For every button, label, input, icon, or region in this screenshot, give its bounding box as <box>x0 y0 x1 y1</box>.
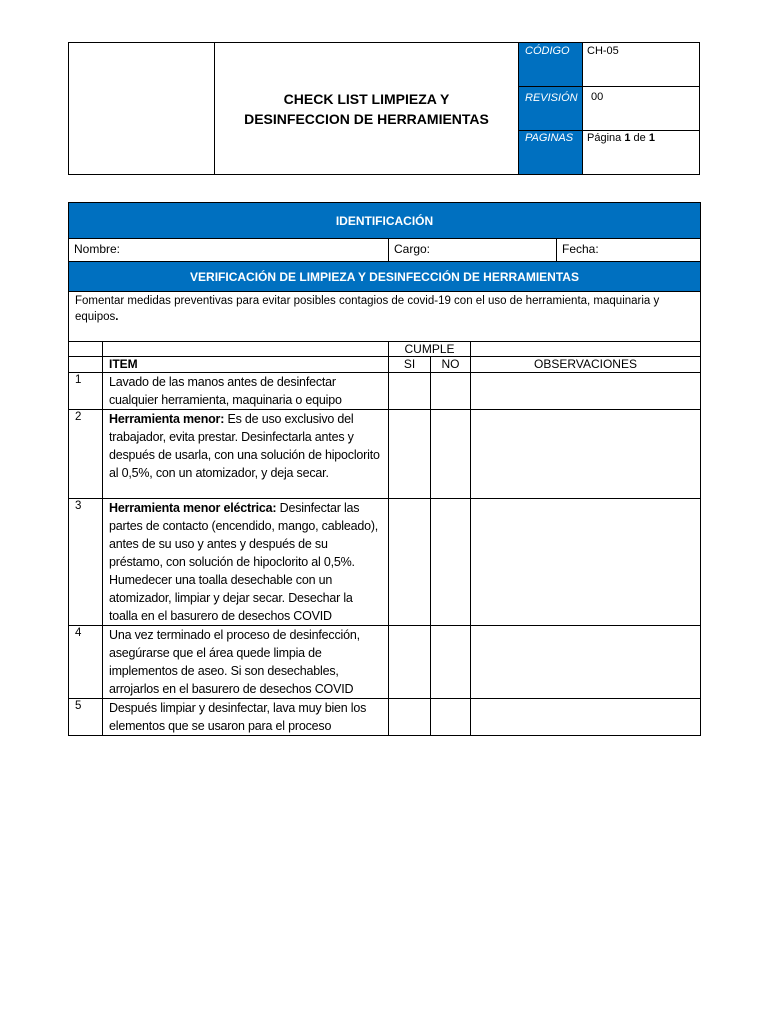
blank-obs-header <box>471 342 701 357</box>
blank-num-header <box>69 342 103 357</box>
verificacion-header: VERIFICACIÓN DE LIMPIEZA Y DESINFECCIÓN DE HERRAMIENTAS <box>69 262 701 292</box>
cargo-field[interactable]: Cargo: <box>389 239 557 262</box>
identificacion-header: IDENTIFICACIÓN <box>69 203 701 239</box>
revision-value: 00 <box>591 91 604 103</box>
nombre-field[interactable]: Nombre: <box>69 239 389 262</box>
table-row <box>69 499 701 626</box>
description-text: Fomentar medidas preventivas para evitar posibles contagios de covid-19 con el uso de herramienta, maquinaria y equipos <box>75 295 660 323</box>
si-checkbox[interactable] <box>389 499 431 626</box>
item-text: Herramienta menor eléctrica: Desinfectar las partes de contacto (encendido, mango, cableado), antes de su uso y antes y después de su préstamo, con solución de hipoclorito al 0,5%. Humedecer una toalla desechable con un atomizador, limpiar y dejar secar. Desechar la toalla en el basurero de desechos COVID <box>103 499 389 626</box>
document-meta <box>519 43 699 174</box>
no-column-header: NO <box>431 357 471 373</box>
observaciones-cell[interactable] <box>471 499 701 626</box>
table-row <box>69 410 701 499</box>
observaciones-cell[interactable] <box>471 410 701 499</box>
revision-row <box>519 87 699 131</box>
no-checkbox[interactable] <box>431 699 471 736</box>
checklist-table <box>68 202 701 736</box>
item-column-header: ITEM <box>103 357 389 373</box>
no-checkbox[interactable] <box>431 626 471 699</box>
verificacion-description <box>69 292 701 342</box>
description-end: . <box>115 311 119 323</box>
codigo-value: CH-05 <box>587 45 619 57</box>
paginas-de: de <box>633 132 646 144</box>
blank-item-header <box>103 342 389 357</box>
no-checkbox[interactable] <box>431 410 471 499</box>
item-number: 4 <box>69 626 103 699</box>
revision-label: REVISIÓN <box>519 87 583 130</box>
si-checkbox[interactable] <box>389 699 431 736</box>
paginas-prefix: Página <box>587 132 622 144</box>
item-text: Lavado de las manos antes de desinfectar cualquier herramienta, maquinaria o equipo <box>103 373 389 410</box>
item-number: 1 <box>69 373 103 410</box>
item-number: 5 <box>69 699 103 736</box>
document-header <box>68 42 700 175</box>
codigo-row <box>519 43 699 87</box>
observaciones-cell[interactable] <box>471 373 701 410</box>
si-checkbox[interactable] <box>389 373 431 410</box>
si-checkbox[interactable] <box>389 626 431 699</box>
no-checkbox[interactable] <box>431 373 471 410</box>
observaciones-cell[interactable] <box>471 626 701 699</box>
item-text: Después limpiar y desinfectar, lava muy bien los elementos que se usaron para el proceso <box>103 699 389 736</box>
paginas-label: PAGINAS <box>519 131 583 174</box>
paginas-value <box>583 131 699 174</box>
item-text: Herramienta menor: Es de uso exclusivo del trabajador, evita prestar. Desinfectarla antes y después de usarla, con una solución de hipoclorito al 0,5%, con un atomizador, y deja secar. <box>103 410 389 499</box>
num-column-header <box>69 357 103 373</box>
logo-cell <box>69 43 215 174</box>
observaciones-column-header: OBSERVACIONES <box>471 357 701 373</box>
title-line-1: CHECK LIST LIMPIEZA Y <box>283 90 450 107</box>
item-number: 2 <box>69 410 103 499</box>
observaciones-cell[interactable] <box>471 699 701 736</box>
paginas-total: 1 <box>648 132 655 144</box>
table-row <box>69 626 701 699</box>
cumple-header: CUMPLE <box>389 342 471 357</box>
codigo-label: CÓDIGO <box>519 43 583 86</box>
fecha-field[interactable]: Fecha: <box>557 239 701 262</box>
document-title <box>215 43 519 174</box>
table-row <box>69 699 701 736</box>
si-checkbox[interactable] <box>389 410 431 499</box>
title-line-2: DESINFECCION DE HERRAMIENTAS <box>244 110 489 127</box>
paginas-row <box>519 131 699 174</box>
item-number: 3 <box>69 499 103 626</box>
table-row <box>69 373 701 410</box>
item-text: Una vez terminado el proceso de desinfección, asegúrarse que el área quede limpia de implementos de aseo. Si son desechables, arrojarlos en el basurero de desechos COVID <box>103 626 389 699</box>
paginas-current: 1 <box>624 132 631 144</box>
si-column-header: SI <box>389 357 431 373</box>
no-checkbox[interactable] <box>431 499 471 626</box>
